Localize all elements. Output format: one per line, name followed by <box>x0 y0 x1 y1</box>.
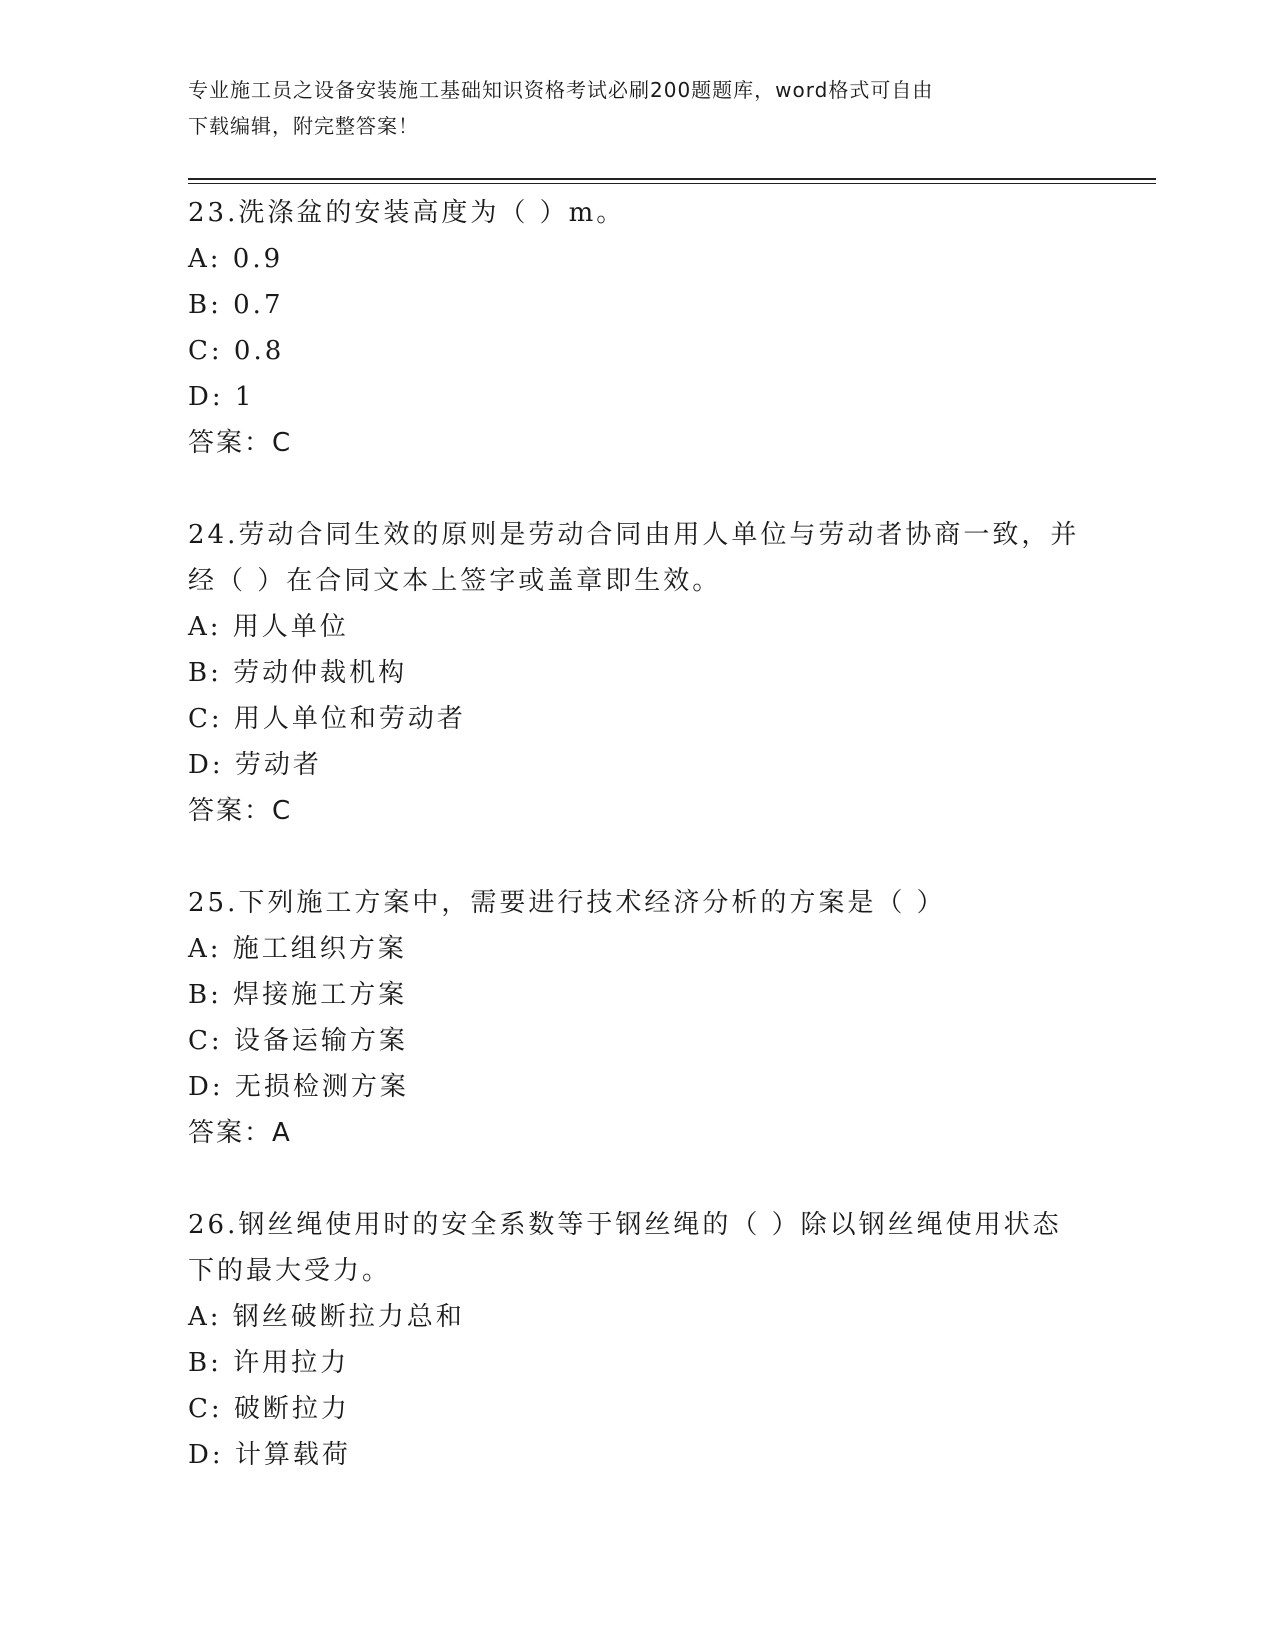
question-26 <box>188 1202 1088 1478</box>
option-d: D: 无损检测方案 <box>188 1072 409 1102</box>
question-stem-continued: 下的最大受力。 <box>188 1256 392 1286</box>
option-c: C: 用人单位和劳动者 <box>188 704 466 734</box>
option-b: B: 许用拉力 <box>188 1348 350 1378</box>
option-c: C: 设备运输方案 <box>188 1026 408 1056</box>
option-a: A: 0.9 <box>188 244 284 274</box>
answer-text: 答案：C <box>188 428 293 458</box>
header-divider-thin <box>188 183 1156 184</box>
question-stem-continued: 经（ ）在合同文本上签字或盖章即生效。 <box>188 566 722 596</box>
option-d: D: 计算载荷 <box>188 1440 351 1470</box>
question-23 <box>188 190 1088 466</box>
question-list <box>188 190 1088 1478</box>
question-stem: 26.钢丝绳使用时的安全系数等于钢丝绳的（ ）除以钢丝绳使用状态 <box>188 1210 1062 1240</box>
option-d: D: 劳动者 <box>188 750 322 780</box>
question-25 <box>188 880 1088 1156</box>
option-a: A: 钢丝破断拉力总和 <box>188 1302 465 1332</box>
question-spacer <box>188 1156 1088 1202</box>
answer-text: 答案：C <box>188 796 293 826</box>
header-line-2: 下载编辑，附完整答案！ <box>188 114 419 138</box>
option-c: C: 破断拉力 <box>188 1394 350 1424</box>
document-header <box>188 72 1088 144</box>
option-c: C: 0.8 <box>188 336 285 366</box>
question-stem: 24.劳动合同生效的原则是劳动合同由用人单位与劳动者协商一致，并 <box>188 520 1080 550</box>
option-d: D: 1 <box>188 382 255 412</box>
option-b: B: 焊接施工方案 <box>188 980 408 1010</box>
answer-text: 答案：A <box>188 1118 292 1148</box>
question-stem: 23.洗涤盆的安装高度为（ ）m。 <box>188 198 626 228</box>
header-divider-thick <box>188 178 1156 180</box>
option-a: A: 用人单位 <box>188 612 349 642</box>
header-line-1: 专业施工员之设备安装施工基础知识资格考试必刷200题题库，word格式可自由 <box>188 78 934 102</box>
question-spacer <box>188 834 1088 880</box>
question-24 <box>188 512 1088 834</box>
question-spacer <box>188 466 1088 512</box>
option-b: B: 劳动仲裁机构 <box>188 658 408 688</box>
question-stem: 25.下列施工方案中，需要进行技术经济分析的方案是（ ） <box>188 888 946 918</box>
option-a: A: 施工组织方案 <box>188 934 407 964</box>
option-b: B: 0.7 <box>188 290 284 320</box>
